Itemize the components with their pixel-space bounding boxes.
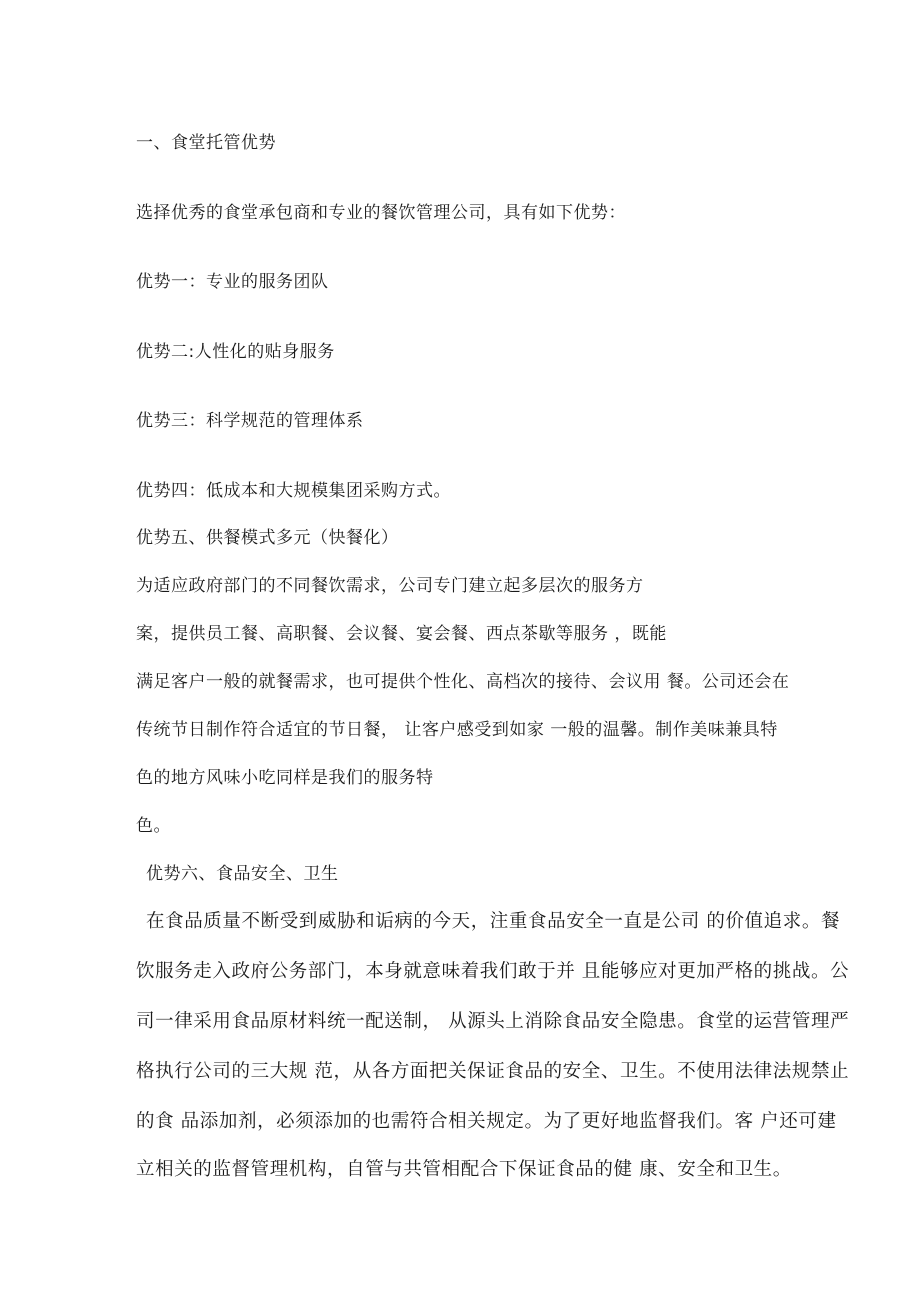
advantage-5-body-line: 满足客户一般的就餐需求，也可提供个性化、高档次的接待、会议用 餐。公司还会在 bbox=[136, 672, 790, 692]
advantage-4: 优势四：低成本和大规模集团采购方式。 bbox=[136, 481, 451, 501]
advantage-6-body-line: 司一律采用食品原材料统一配送制， 从源头上消除食品安全隐患。食堂的运营管理严 bbox=[136, 1011, 850, 1032]
advantage-5-body-line: 色。 bbox=[136, 816, 171, 836]
advantage-2: 优势二:人性化的贴身服务 bbox=[136, 342, 335, 362]
advantage-1: 优势一：专业的服务团队 bbox=[136, 272, 329, 292]
advantage-5-body-line: 色的地方风味小吃同样是我们的服务特 bbox=[136, 768, 434, 788]
advantage-6-body-line: 格执行公司的三大规 范，从各方面把关保证食品的安全、卫生。不使用法律法规禁止 bbox=[136, 1061, 850, 1082]
advantage-6-body-line: 饮服务走入政府公务部门，本身就意味着我们敢于并 且能够应对更加严格的挑战。公 bbox=[136, 961, 850, 982]
advantage-6-body-line: 在食品质量不断受到威胁和诟病的今天，注重食品安全一直是公司 的价值追求。餐 bbox=[146, 911, 841, 932]
advantage-6-body-line: 立相关的监督管理机构，自管与共管相配合下保证食品的健 康、安全和卫生。 bbox=[136, 1159, 792, 1180]
intro-paragraph: 选择优秀的食堂承包商和专业的餐饮管理公司，具有如下优势： bbox=[136, 203, 626, 223]
advantage-5-title: 优势五、供餐模式多元（快餐化） bbox=[136, 528, 399, 548]
advantage-6-title: 优势六、食品安全、卫生 bbox=[146, 864, 339, 884]
advantage-3: 优势三：科学规范的管理体系 bbox=[136, 411, 364, 431]
advantage-6-body-line: 的食 品添加剂，必须添加的也需符合相关规定。为了更好地监督我们。客 户还可建 bbox=[136, 1111, 837, 1132]
advantage-5-body-line: 案，提供员工餐、高职餐、会议餐、宴会餐、西点茶歇等服务 ，既能 bbox=[136, 624, 667, 644]
advantage-5-body-line: 为适应政府部门的不同餐饮需求，公司专门建立起多层次的服务方 bbox=[136, 576, 644, 596]
advantage-5-body-line: 传统节日制作符合适宜的节日餐， 让客户感受到如家 一般的温馨。制作美味兼具特 bbox=[136, 720, 778, 740]
section-heading: 一、食堂托管优势 bbox=[136, 133, 276, 153]
